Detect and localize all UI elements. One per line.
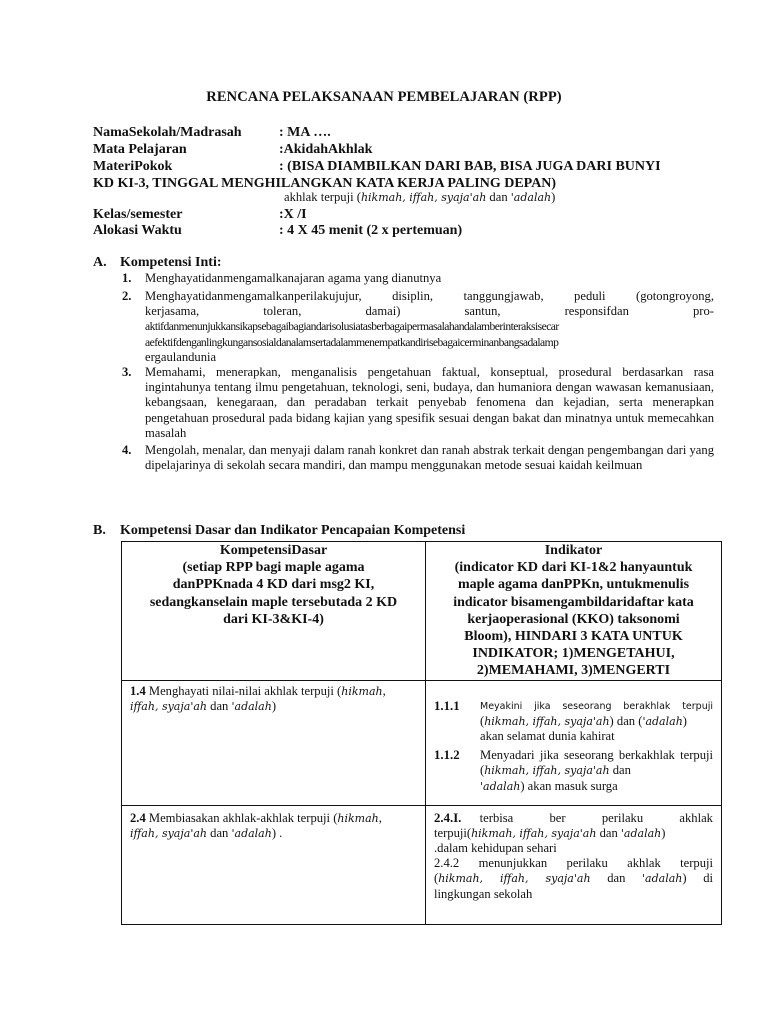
- kd-header-cell: [122, 542, 426, 681]
- indicator-dan: dan: [613, 713, 639, 728]
- kd-term-hikmah: hikmah: [337, 811, 379, 825]
- kd-close: ): [271, 698, 277, 713]
- indicator-number: 2.4.I.: [434, 810, 462, 825]
- topic-sub-terms: hikmah, iffah, syaja'ah: [360, 191, 487, 204]
- subject-row: [93, 141, 723, 158]
- indicator-terms-line: (hikmah, iffah, syaja'ah) dan ('adalah): [480, 713, 687, 728]
- ki-text-line5: ergaulandunia: [145, 349, 217, 364]
- indicator-adalah: 'adalah: [642, 872, 683, 886]
- topic-row: [93, 158, 723, 175]
- kd-terms: iffah, syaja'ah: [130, 826, 207, 840]
- ki-number: 1.: [122, 271, 132, 285]
- section-b-letter: B.: [93, 523, 106, 538]
- kd-term-adalah: 'adalah: [231, 699, 272, 713]
- kd-close: ) .: [271, 825, 283, 840]
- indicator-number: 1.1.1: [434, 698, 460, 713]
- topic-value-line2: KD KI-3, TINGGAL MENGHILANGKAN KATA KERJA PALING DEPAN): [93, 176, 557, 191]
- indicator-header-cell: [426, 542, 722, 681]
- kd-table: [121, 541, 722, 925]
- topic-sub-a: akhlak terpuji (: [284, 190, 361, 204]
- subject-label: Mata Pelajaran: [93, 142, 187, 157]
- kd-text: [122, 806, 425, 841]
- document-title: RENCANA PELAKSANAAN PEMBELAJARAN (RPP): [206, 89, 562, 105]
- kd-cell: [122, 805, 426, 924]
- indicator-item: [434, 699, 713, 745]
- indicator-cell: [426, 805, 722, 924]
- indicator-lead: terbisa ber perilaku akhlak: [479, 810, 713, 825]
- kd-dan: dan: [207, 825, 232, 840]
- ki-item-4: [122, 443, 714, 473]
- kd-comma: ,: [378, 810, 382, 825]
- ki-text: Memahami, menerapkan, menganalisis pengetahuan faktual, konseptual, prosedural berdasarkan rasa ingintahunya tentang ilmu pengetahuan, teknologi, seni, budaya, dan humaniora dengan wawasan kemanusiaan, kebangsaan, kenegaraan, dan peradaban terkait penyebab fenomena dan kejadian, serta menerapkan pengetahuan prosedural pada bidang kajian yang spesifik sesuai dengan bakat dan minatnya untuk memecahkan masalah: [145, 365, 714, 440]
- ki-text: Mengolah, menalar, dan menyaji dalam ranah konkret dan ranah abstrak terkait dengan pengembangan dari yang dipelajarinya di sekolah secara mandiri, dan mampu menggunakan metode sesuai kaidah keilmuan: [145, 443, 714, 473]
- indicator-lead2: terpuji(: [434, 825, 472, 840]
- ki-text-line1: Menghayatidanmengamalkanperilakujujur, disiplin, tanggungjawab, peduli (gotongroyong,: [145, 289, 714, 303]
- topic-label: MateriPokok: [93, 159, 173, 174]
- kd-text: [122, 681, 425, 714]
- indicator-lead: Menyadari jika seseorang berkakhlak terpuji (: [480, 748, 713, 778]
- kd-term-hikmah: hikmah: [341, 684, 383, 698]
- ki-text: Menghayatidanmengamalkanajaran agama yang dianutnya: [145, 271, 442, 285]
- kd-number: 2.4: [130, 810, 146, 825]
- indicator-dan: dan: [590, 871, 643, 886]
- indicator-terms: hikmah, iffah, syaja'ah: [438, 872, 591, 886]
- ki-item-2: [122, 289, 714, 365]
- class-label: Kelas/semester: [93, 207, 183, 222]
- subject-value: :AkidahAkhlak: [279, 142, 373, 157]
- topic-sub-dan: dan: [486, 190, 511, 204]
- kd-desc: Menghayati nilai-nilai akhlak terpuji (: [145, 683, 342, 698]
- indicator-tail: ) akan masuk surga: [520, 778, 618, 793]
- topic-subtitle: [284, 189, 714, 206]
- table-row: [122, 805, 722, 924]
- kd-cell: [122, 680, 426, 805]
- indicator-adalah: 'adalah: [480, 779, 521, 793]
- kd-header-text: KompetensiDasar (setiap RPP bagi maple agama danPPKnada 4 KD dari msg2 KI, sedangkanselain maple tersebutada 2 KD dari KI-3&KI-4): [149, 543, 398, 627]
- indicator-terms: hikmah, iffah, syaja'ah: [484, 764, 610, 778]
- indicator-number: 1.1.2: [434, 748, 460, 763]
- indicator-item: 2.4.I. terbisa ber perilaku akhlak terpuji(hikmah, iffah, syaja'ah dan 'adalah) .dalam kehidupan sehari: [434, 810, 713, 856]
- indicator-dan: dan: [596, 825, 621, 840]
- kd-dan: dan: [207, 698, 232, 713]
- indicator-tail: .dalam kehidupan sehari: [434, 841, 557, 856]
- indicator-item: [434, 748, 713, 794]
- indicator-dan: dan: [609, 763, 631, 778]
- school-row: [93, 124, 723, 141]
- indicator-terms: hikmah, iffah, syaja'ah: [484, 714, 610, 728]
- class-row: [93, 206, 723, 223]
- kd-comma: ,: [382, 683, 386, 698]
- time-value: : 4 X 45 menit (2 x pertemuan): [279, 223, 463, 238]
- time-row: [93, 222, 723, 239]
- section-b-heading: [93, 523, 465, 539]
- indicator-tail2: lingkungan sekolah: [434, 886, 533, 901]
- ki-number: 3.: [122, 365, 132, 379]
- indicator-lead: menunjukkan perilaku akhlak terpuji: [478, 856, 713, 871]
- section-a-heading: [93, 255, 222, 271]
- indicator-adalah: 'adalah: [620, 826, 662, 840]
- kd-terms: iffah, syaja'ah: [130, 699, 207, 713]
- ki-item-3: [122, 365, 714, 441]
- topic-sub-adalah: 'adalah: [510, 191, 552, 204]
- table-row: [122, 680, 722, 805]
- kd-desc: Membiasakan akhlak-akhlak terpuji (: [145, 810, 338, 825]
- kd-table-header: [122, 542, 722, 681]
- class-value: :X /I: [279, 207, 307, 222]
- ki-number: 2.: [122, 289, 132, 303]
- indicator-header-text: Indikator (indicator KD dari KI-1&2 hanyauntuk maple agama danPPKn, untukmenulis indicator bisamengambildaridaftar kata kerjaoperasional (KKO) taksonomi Bloom), HINDARI 3 KATA UNTUK INDIKATOR; 1)MENGETAHUI, 2)MEMAHAMI, 3)MENGERTI: [453, 543, 694, 679]
- topic-sub-close: ): [551, 190, 556, 204]
- ki-text-line4: aefektifdenganlingkungansosialdanalamsertadalammenempatkandirisebagaicerminanbangsadalamp: [145, 335, 559, 349]
- ki-text-line3: aktifdanmenunjukkansikapsebagaibagiandarisolusiatasberbagaipermasalahandalamberinteraksisecar: [145, 320, 559, 334]
- school-label: NamaSekolah/Madrasah: [93, 125, 242, 140]
- ki-item-1: [122, 271, 714, 286]
- indicator-tail: akan selamat dunia kahirat: [480, 729, 615, 744]
- indicator-item: 2.4.2 menunjukkan perilaku akhlak terpuji (hikmah, iffah, syaja'ah dan 'adalah) di lingkungan sekolah: [434, 856, 714, 901]
- ki-number: 4.: [122, 443, 132, 457]
- topic-value-line1: : (BISA DIAMBILKAN DARI BAB, BISA JUGA DARI BUNYI: [279, 159, 661, 174]
- indicator-lead: Meyakini jika seseorang berakhlak terpuji: [480, 700, 713, 712]
- indicator-tail: ) di: [682, 871, 714, 886]
- kd-term-adalah: 'adalah: [231, 826, 272, 840]
- section-a-letter: A.: [93, 255, 107, 270]
- indicator-cell: [426, 680, 722, 805]
- time-label: Alokasi Waktu: [93, 223, 182, 238]
- indicator-number: 2.4.2: [434, 856, 460, 871]
- kd-number: 1.4: [130, 683, 146, 698]
- indicator-terms: hikmah, iffah, syaja'ah: [471, 826, 597, 840]
- section-a-title: Kompetensi Inti:: [120, 255, 222, 270]
- section-b-title: Kompetensi Dasar dan Indikator Pencapaian Kompetensi: [120, 523, 466, 538]
- school-value: : MA ….: [279, 125, 331, 140]
- ki-text-line2: kerjasama, toleran, damai) santun, responsifdan pro-: [145, 304, 714, 319]
- indicator-adalah: 'adalah: [642, 714, 683, 728]
